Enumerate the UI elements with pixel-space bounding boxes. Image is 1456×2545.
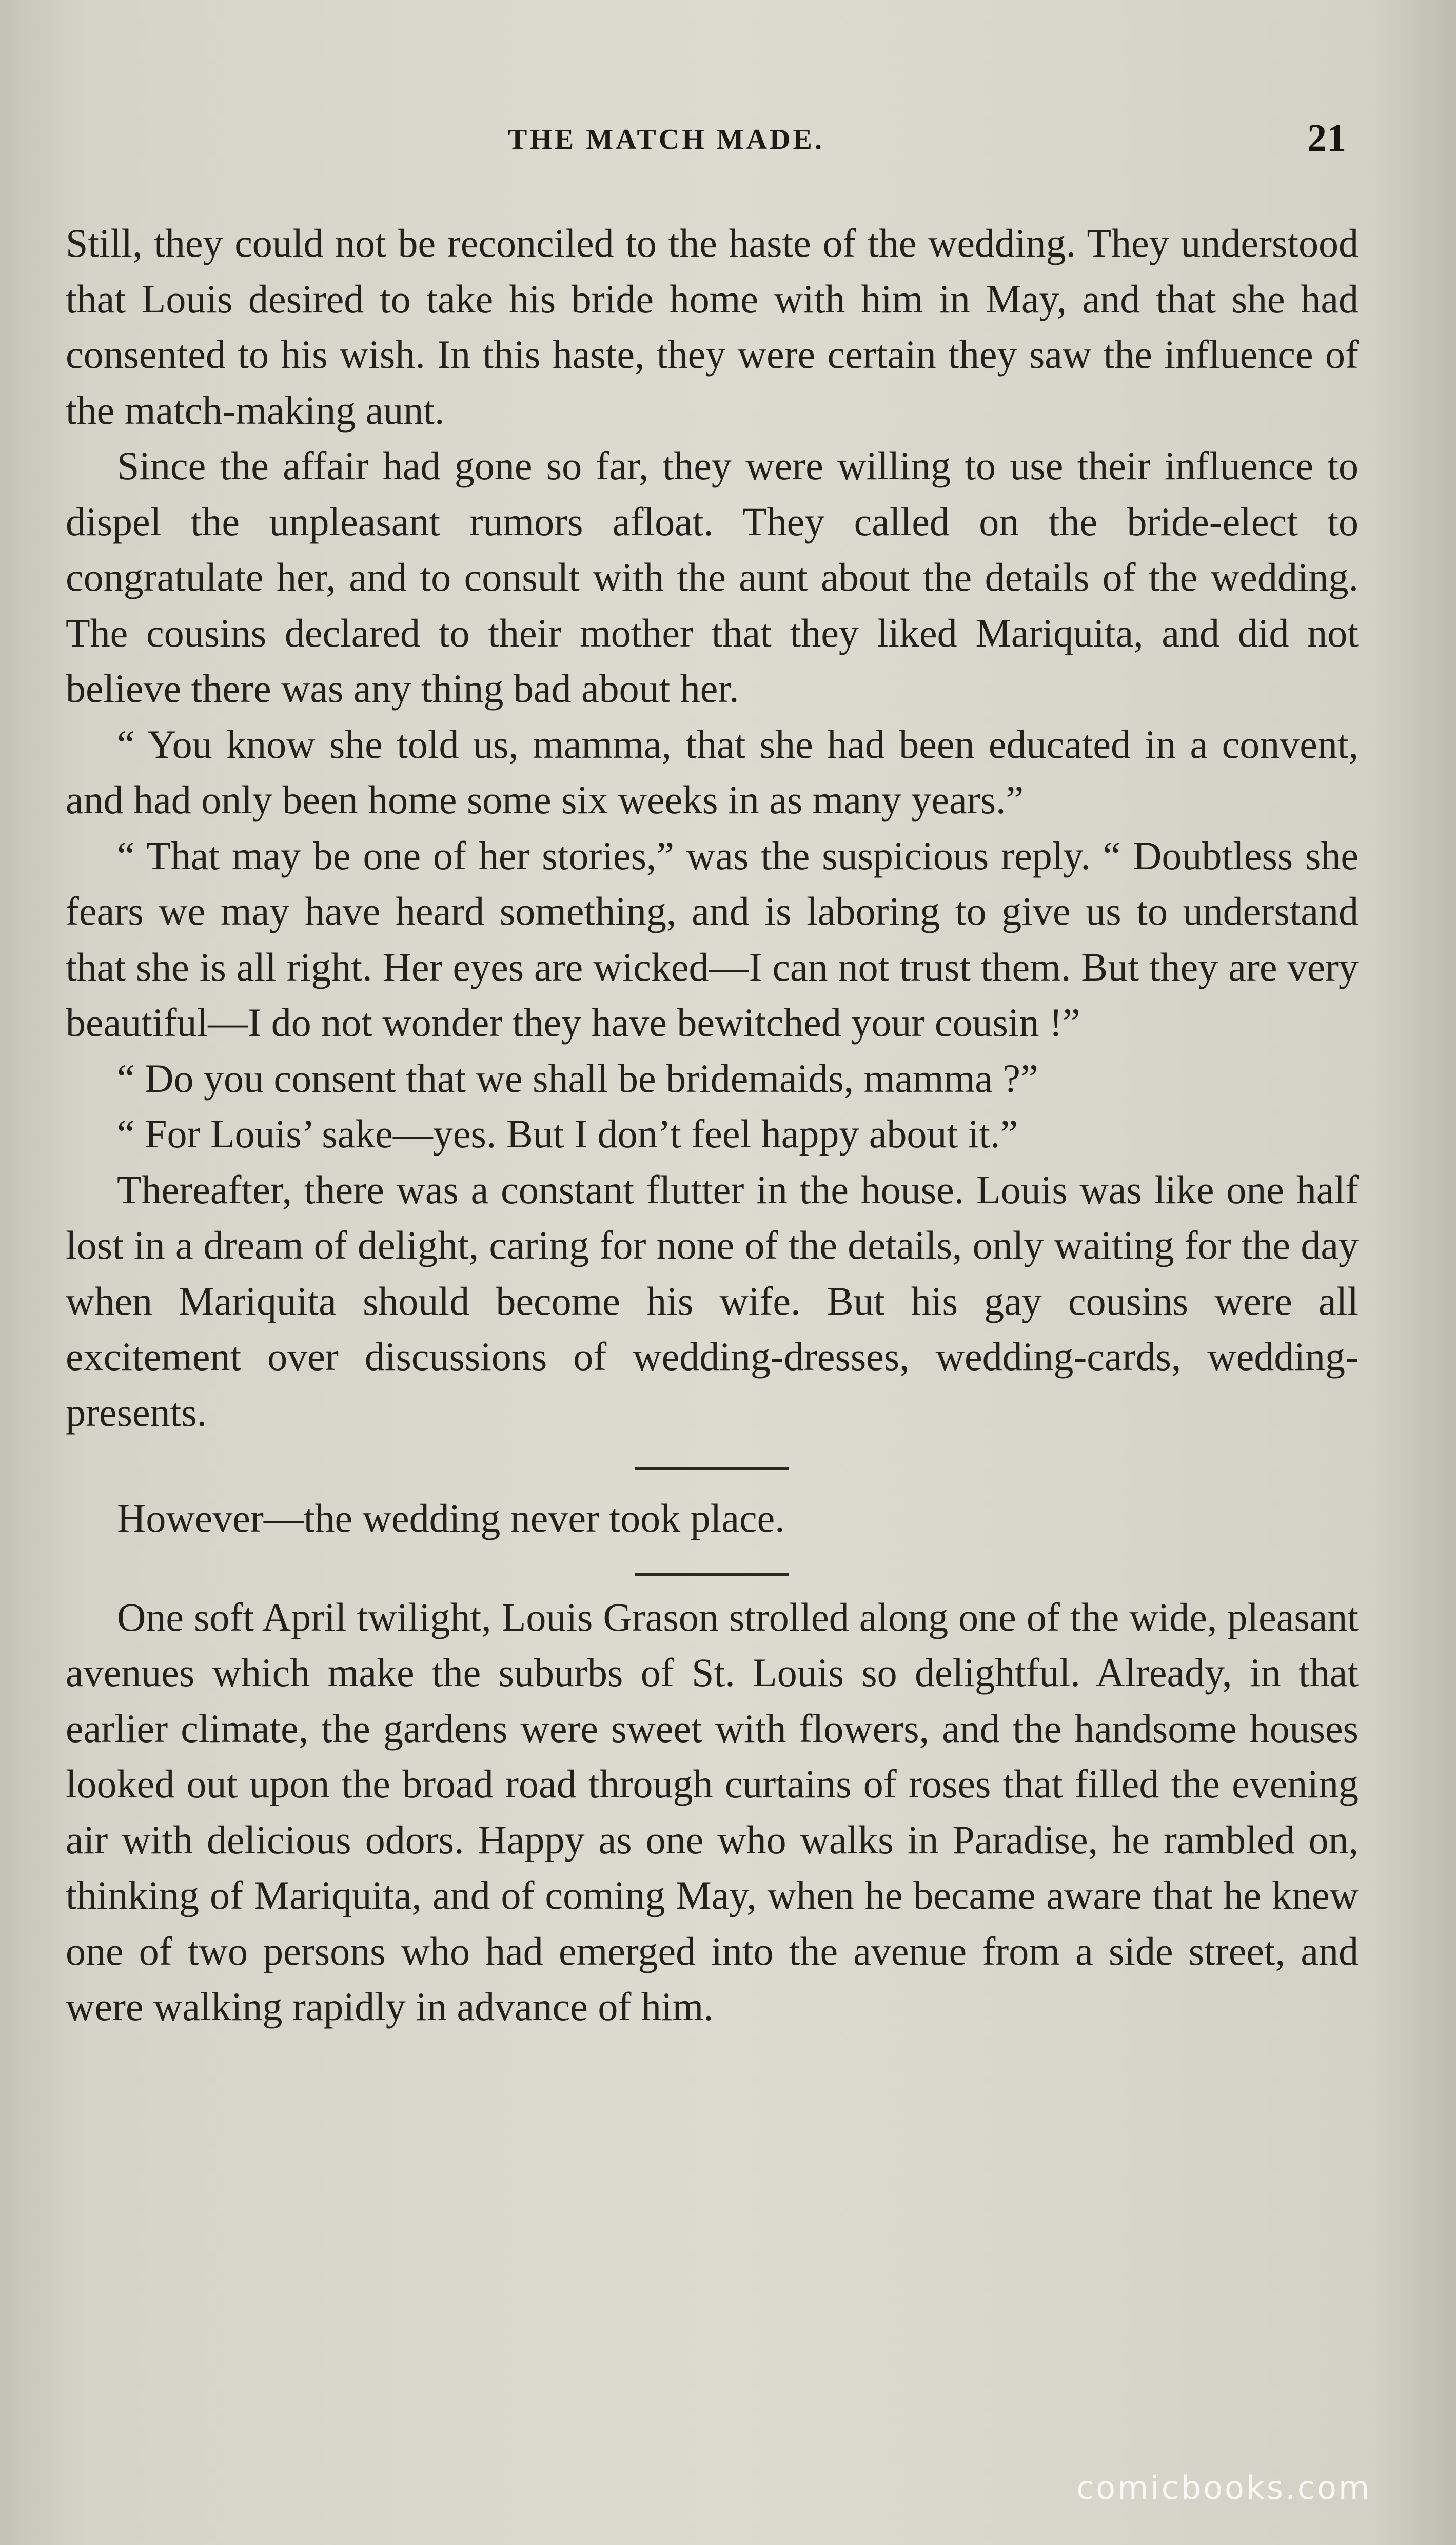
paragraph: “ For Louis’ sake—yes. But I don’t feel happy about it.”: [117, 1111, 1018, 1156]
body-text: [66, 216, 1359, 2035]
paragraph: “ You know she told us, mamma, that she had been educated in a convent, and had only been home some six weeks in as many years.”: [66, 721, 1359, 822]
paragraph: One soft April twilight, Louis Grason strolled along one of the wide, pleasant avenues which make the suburbs of St. Louis so delightful. Already, in that earlier climate, the gardens were sweet with flowers, and the handsome houses looked out upon the broad road through curtains of roses that filled the evening air with delicious odors. Happy as one who walks in Paradise, he rambled on, thinking of Mariquita, and of coming May, when he became aware that he knew one of two persons who had emerged into the avenue from a side street, and were walking rapidly in advance of him.: [66, 1594, 1359, 2029]
running-head: THE MATCH MADE.: [508, 124, 824, 155]
section-rule-bottom: [635, 1573, 789, 1576]
paragraph: Thereafter, there was a constant flutter in the house. Louis was like one half lost in a dream of delight, caring for none of the details, only waiting for the day when Mariquita should become his wife. But his gay cousins were all excitement over discussions of wedding-dresses, wedding-cards, wedding-presents.: [66, 1167, 1359, 1435]
paragraph: “ That may be one of her stories,” was the suspicious reply. “ Doubtless she fears we may have heard something, and is laboring to give us to understand that she is all right. Her eyes are wicked—I can not trust them. But they are very beautiful—I do not wonder they have bewitched your cousin !”: [66, 833, 1359, 1045]
section-break-line: However—the wedding never took place.: [117, 1496, 785, 1540]
page-number: 21: [1307, 116, 1346, 160]
paragraph: Still, they could not be reconciled to the haste of the wedding. They understood that Louis desired to take his bride home with him in May, and that she had consented to his wish. In this haste, they were certain they saw the influence of the match-making aunt.: [66, 221, 1359, 433]
paragraph: Since the affair had gone so far, they were willing to use their influence to dispel the unpleasant rumors afloat. They called on the bride-elect to congratulate her, and to consult with the aunt about the details of the wedding. The cousins declared to their mother that they liked Mariquita, and did not believe there was any thing bad about her.: [66, 443, 1359, 711]
section-rule-top: [635, 1467, 789, 1470]
watermark: comicbooks.com: [1076, 2469, 1372, 2507]
paragraph: “ Do you consent that we shall be bridemaids, mamma ?”: [117, 1055, 1038, 1101]
page-header: [0, 116, 1456, 185]
